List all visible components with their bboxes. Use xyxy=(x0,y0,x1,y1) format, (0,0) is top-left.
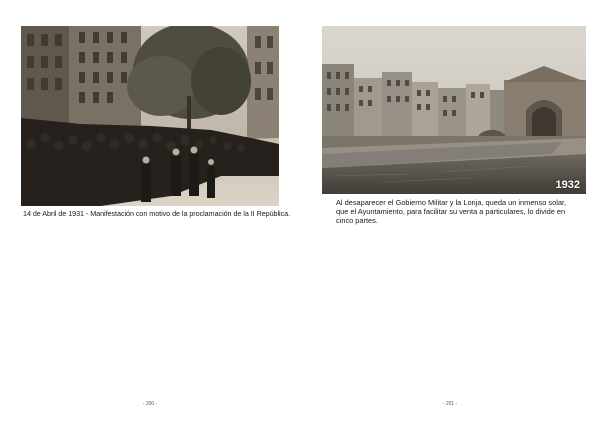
photo-caption: Al desaparecer el Gobierno Militar y la Lonja, queda un inmenso solar, que el Ayuntamiento, para facilitar su venta a particulares, lo divide en cinco partes. xyxy=(336,198,567,226)
page-number: - 201 - xyxy=(442,401,458,407)
right-page xyxy=(300,0,600,424)
photo-riverside-1932 xyxy=(322,26,586,194)
demonstration-photo-image xyxy=(21,26,279,206)
year-stamp: 1932 xyxy=(555,179,580,191)
riverside-photo-image xyxy=(322,26,586,194)
photo-demonstration-1931 xyxy=(21,26,279,206)
photo-caption: 14 de Abril de 1931 - Manifestación con motivo de la proclamación de la II República. xyxy=(23,209,291,218)
page-number: - 200 - xyxy=(142,401,158,407)
